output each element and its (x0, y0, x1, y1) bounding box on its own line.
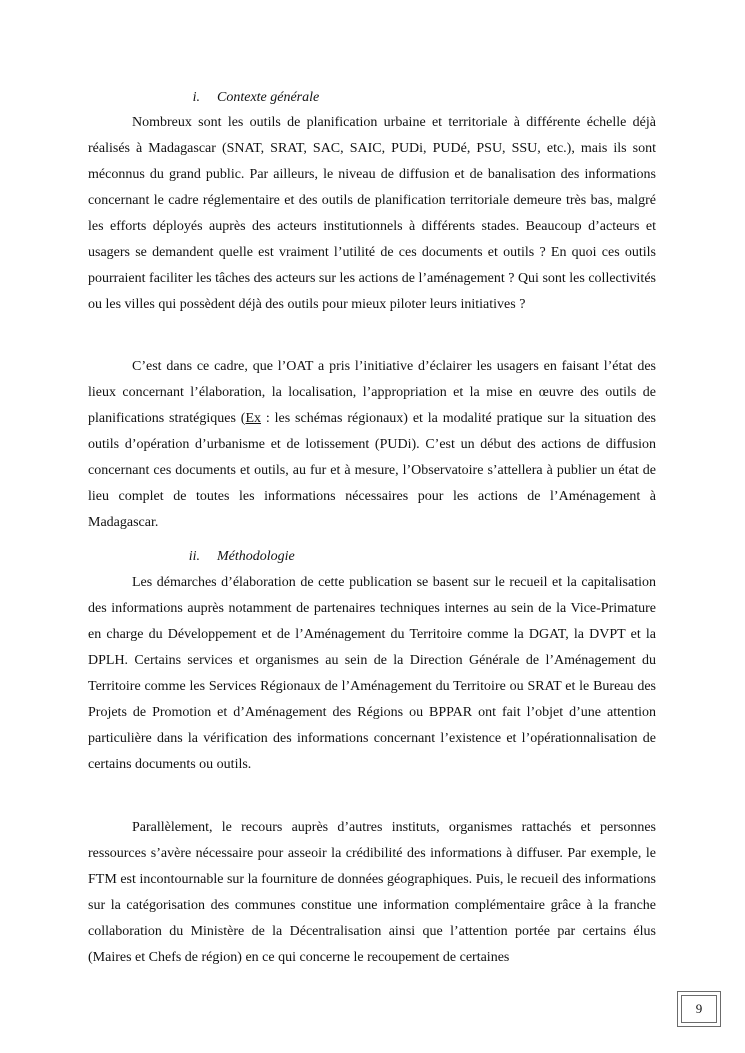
paragraph-parallel: Parallèlement, le recours auprès d’autres instituts, organismes rattachés et personnes ressources s’avère nécessaire pour asseoir la crédibilité des informations à diffuser. Par exemple, le FTM est incontournable sur la fourniture de données géographiques. Puis, le recueil des informations sur la catégorisation des communes constitue une information complémentaire grâce à la franche collaboration du Ministère de la Décentralisation ainsi que l’attention portée par certains élus (Maires et Chefs de région) en ce qui concerne le recoupement de certaines (88, 820, 656, 965)
section-number: i. (192, 90, 200, 105)
example-abbreviation: Ex (245, 411, 262, 426)
paragraph-text: : les schémas régionaux) et la modalité pratique sur la situation des outils d’opération d’urbanisme et de lotissement (PUDi). C’est un début des actions de diffusion concernant ces documents et outils, au fur et à mesure, l’Observatoire s’attellera à publier un état de lieu complet de toutes les informations nécessaires pour les actions de l’Aménagement à Madagascar. (88, 411, 656, 530)
section-title: Méthodologie (217, 549, 295, 564)
page-number: 9 (681, 995, 717, 1023)
page-number-box (677, 991, 721, 1027)
section-number: ii. (188, 549, 200, 564)
paragraph-methodology: Les démarches d’élaboration de cette publication se basent sur le recueil et la capitalisation des informations auprès notamment de partenaires techniques internes au sein de la Vice-Primature en charge du Développement et de l’Aménagement du Territoire comme la DGAT, la DVPT et la DPLH. Certains services et organismes au sein de la Direction Générale de l’Aménagement du Territoire comme les Services Régionaux de l’Aménagement du Territoire ou SRAT et le Bureau des Projets de Promotion et d’Aménagement des Régions ou BPPAR ont fait l’objet d’une attention particulière dans la vérification des informations concernant l’existence et l’opérationnalisation de certains documents ou outils. (88, 575, 656, 772)
paragraph-oat-initiative (88, 354, 656, 536)
paragraph-context: Nombreux sont les outils de planification urbaine et territoriale à différente échelle déjà réalisés à Madagascar (SNAT, SRAT, SAC, SAIC, PUDi, PUDé, PSU, SSU, etc.), mais ils sont méconnus du grand public. Par ailleurs, le niveau de diffusion et de banalisation des informations concernant le cadre réglementaire et des outils de planification territoriale demeure très bas, malgré les efforts déployés auprès des acteurs institutionnels à différents stades. Beaucoup d’acteurs et usagers se demandent quelle est vraiment l’utilité de ces documents et outils ? En quoi ces outils pourraient faciliter les tâches des acteurs sur les actions de l’aménagement ? Qui sont les collectivités ou les villes qui possèdent déjà des outils pour mieux piloter leurs initiatives ? (88, 115, 656, 312)
section-title: Contexte générale (217, 90, 320, 105)
paragraph-text: C’est dans ce cadre, que l’OAT a pris l’initiative d’éclairer les usagers en faisant l’état des lieux concernant l’élaboration, la localisation, l’appropriation et la mise en œuvre des outils de planifications stratégiques ( (88, 359, 656, 426)
